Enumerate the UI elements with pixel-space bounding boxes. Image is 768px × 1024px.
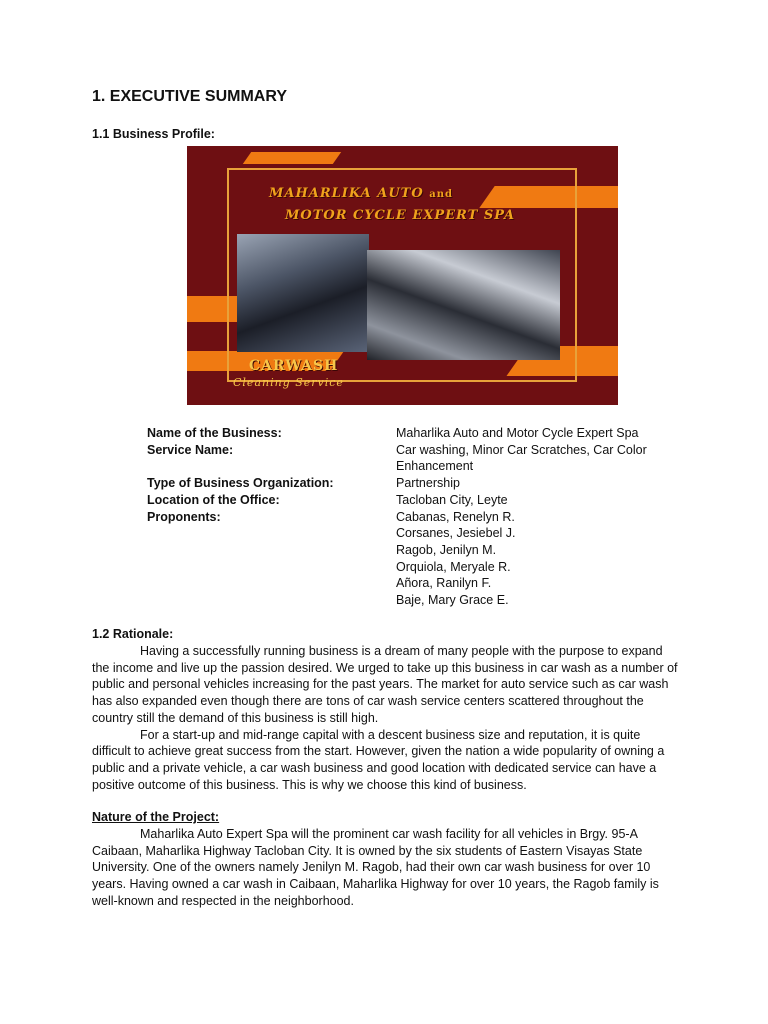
- proponent-name: Baje, Mary Grace E.: [396, 593, 509, 608]
- proponent-name: Añora, Ranilyn F.: [396, 576, 492, 591]
- profile-value: Enhancement: [396, 459, 474, 474]
- profile-row-proponents: [147, 509, 687, 609]
- business-profile-heading: 1.1 Business Profile:: [92, 127, 215, 141]
- profile-row-location: [147, 492, 687, 509]
- profile-label: Service Name:: [147, 442, 234, 457]
- rationale-heading: 1.2 Rationale:: [92, 627, 174, 641]
- business-banner-image: [187, 146, 618, 405]
- profile-row-type: [147, 475, 687, 492]
- proponent-name: Ragob, Jenilyn M.: [396, 542, 497, 557]
- profile-value: Car washing, Minor Car Scratches, Car Color: [396, 442, 647, 457]
- profile-value: Partnership: [396, 476, 460, 491]
- page-title: 1. EXECUTIVE SUMMARY: [92, 88, 287, 105]
- nature-paragraph: Maharlika Auto Expert Spa will the prominent car wash facility for all vehicles in Brgy. 95-A Caibaan, Maharlika Highway Tacloban City. It is owned by the six students of Eastern Visayas State University. One of the owners namely Jenilyn M. Ragob, had their own car wash business for over 10 years. Having owned a car wash in Caibaan, Maharlika Highway for over 10 years, the Ragob family is well-known and respected in the neighborhood.: [92, 827, 659, 908]
- proponent-name: Corsanes, Jesiebel J.: [396, 526, 516, 541]
- banner-title-and: and: [429, 189, 453, 200]
- profile-row-service: [147, 442, 687, 475]
- profile-value: Tacloban City, Leyte: [396, 492, 508, 507]
- proponent-name: Cabanas, Renelyn R.: [396, 509, 515, 524]
- profile-label: Proponents:: [147, 509, 221, 524]
- proponent-name: Orquiola, Meryale R.: [396, 559, 511, 574]
- profile-value: Maharlika Auto and Motor Cycle Expert Spa: [396, 426, 639, 440]
- banner-title-line1: MAHARLIKA AUTO and: [269, 186, 453, 201]
- banner-stripe: [243, 152, 341, 164]
- rationale-body: [92, 643, 682, 793]
- carwash-label: CARWASH: [249, 358, 339, 374]
- nature-heading: Nature of the Project:: [92, 810, 220, 824]
- rationale-paragraph: For a start-up and mid-range capital with a descent business size and reputation, it is quite difficult to achieve great success from the start. However, given the nation a wide popularity of owning a public and a private vehicle, a car wash business and good location with dedicated service can have a positive outcome of this business. This is why we choose this kind of business.: [92, 727, 665, 792]
- banner-title-line2: MOTOR CYCLE EXPERT SPA: [285, 208, 516, 223]
- car-wash-photo-left: [237, 234, 369, 352]
- nature-body: [92, 826, 682, 910]
- profile-label: Type of Business Organization:: [147, 476, 334, 491]
- business-profile-table: [147, 425, 687, 609]
- profile-label: Location of the Office:: [147, 492, 280, 507]
- carwash-sub-label: Cleaning Service: [233, 376, 344, 389]
- car-wash-photo-right: [367, 250, 560, 360]
- profile-label: Name of the Business:: [147, 426, 282, 440]
- rationale-paragraph: Having a successfully running business is a dream of many people with the purpose to expand the income and live up the passion desired. We urged to take up this business in car wash as a number of public and personal vehicles increasing for the past years. The market for auto service such as car wash has also expanded even though there are tons of car wash service centers scattered throughout the country still the demand of this business is still high.: [92, 644, 678, 725]
- profile-row-name: [147, 425, 687, 442]
